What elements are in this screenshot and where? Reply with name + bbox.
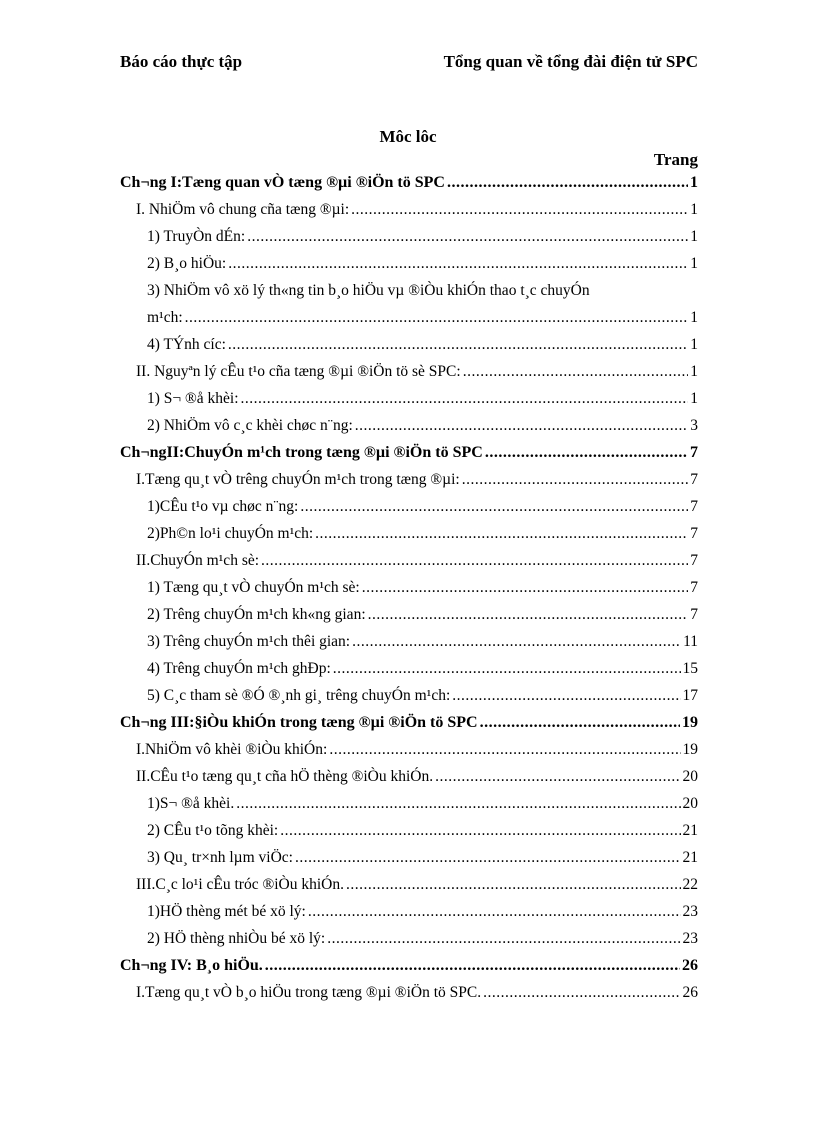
toc-entry[interactable]: 2) CÊu t¹o tõng khèi: ..... 21 xyxy=(120,817,698,844)
toc-entry[interactable]: I.Tæng qu¸t vÒ b¸o hiÖu trong tæng ®µi ®iÖn tö SPC. ..... 26 xyxy=(120,979,698,1006)
toc-entry[interactable]: I.NhiÖm vô khèi ®iÒu khiÓn: ..... 19 xyxy=(120,736,698,763)
toc-entry[interactable]: 5) C¸c tham sè ®Ó ®¸nh gi¸ trêng chuyÓn m¹ch: ..... 17 xyxy=(120,682,698,709)
toc-entry[interactable]: 1) Tæng qu¸t vÒ chuyÓn m¹ch sè: ..... 7 xyxy=(120,574,698,601)
toc-entry[interactable]: 3) Trêng chuyÓn m¹ch thêi gian: ..... 11 xyxy=(120,628,698,655)
toc-entry[interactable]: 2) HÖ thèng nhiÒu bé xö lý: ..... 23 xyxy=(120,925,698,952)
toc-entry-chapter-3[interactable]: Ch¬ng III:§iÒu khiÓn trong tæng ®µi ®iÖn tö SPC ..... 19 xyxy=(120,709,698,736)
toc-entry[interactable]: II. Nguyªn lý cÊu t¹o cña tæng ®µi ®iÖn tö sè SPC: ..... 1 xyxy=(120,358,698,385)
toc-entry-chapter-1[interactable]: Ch¬ng I:Tæng quan vÒ tæng ®µi ®iÖn tö SPC ..... 1 xyxy=(120,169,698,196)
toc-entry[interactable]: 1)S¬ ®å khèi. ..... 20 xyxy=(120,790,698,817)
toc-entry[interactable]: 2) NhiÖm vô c¸c khèi chøc n¨ng: ..... 3 xyxy=(120,412,698,439)
toc-entry[interactable]: 1)CÊu t¹o vµ chøc n¨ng: ..... 7 xyxy=(120,493,698,520)
toc-entry[interactable]: 2) Trêng chuyÓn m¹ch kh«ng gian: ..... 7 xyxy=(120,601,698,628)
toc-entry-chapter-2[interactable]: Ch¬ngII:ChuyÓn m¹ch trong tæng ®µi ®iÖn tö SPC ..... 7 xyxy=(120,439,698,466)
toc-entry[interactable]: I.Tæng qu¸t vÒ trêng chuyÓn m¹ch trong tæng ®µi: ..... 7 xyxy=(120,466,698,493)
header-document-title: Tổng quan về tổng đài điện tử SPC xyxy=(443,52,698,71)
toc-entry[interactable]: 4) Trêng chuyÓn m¹ch ghÐp: ..... 15 xyxy=(120,655,698,682)
toc-entry[interactable]: 1) TruyÒn dÉn: ..... 1 xyxy=(120,223,698,250)
toc-entry[interactable]: 2) B¸o hiÖu: ..... 1 xyxy=(120,250,698,277)
header-report-title: Báo cáo thực tập xyxy=(120,52,243,71)
toc-entry[interactable]: 1)HÖ thèng mét bé xö lý: ..... 23 xyxy=(120,898,698,925)
toc-entry-chapter-4[interactable]: Ch¬ng IV: B¸o hiÖu. ..... 26 xyxy=(120,952,698,979)
toc-entry[interactable]: II.ChuyÓn m¹ch sè: ..... 7 xyxy=(120,547,698,574)
page-column-label: Trang xyxy=(653,150,698,169)
toc-entry[interactable]: 1) S¬ ®å khèi: ..... 1 xyxy=(120,385,698,412)
toc-entry[interactable]: I. NhiÖm vô chung cña tæng ®µi: ..... 1 xyxy=(120,196,698,223)
page-header xyxy=(120,52,698,76)
table-of-contents xyxy=(120,169,698,1006)
toc-entry[interactable]: 3) Qu¸ tr×nh lµm viÖc: ..... 21 xyxy=(120,844,698,871)
toc-entry[interactable]: 2)Ph©n lo¹i chuyÓn m¹ch: ..... 7 xyxy=(120,520,698,547)
toc-entry[interactable]: 4) TÝnh cíc: ..... 1 xyxy=(120,331,698,358)
toc-entry[interactable]: II.CÊu t¹o tæng qu¸t cña hÖ thèng ®iÒu khiÓn. ..... 20 xyxy=(120,763,698,790)
toc-entry-wrapped-line[interactable]: 3) NhiÖm vô xö lý th«ng tin b¸o hiÖu vµ ®iÒu khiÓn thao t¸c chuyÓn xyxy=(147,282,590,299)
toc-entry[interactable]: m¹ch: ..... 1 xyxy=(120,304,698,331)
toc-title: Môc lôc xyxy=(379,127,437,146)
toc-entry[interactable]: III.C¸c lo¹i cÊu tróc ®iÒu khiÓn. ..... 22 xyxy=(120,871,698,898)
